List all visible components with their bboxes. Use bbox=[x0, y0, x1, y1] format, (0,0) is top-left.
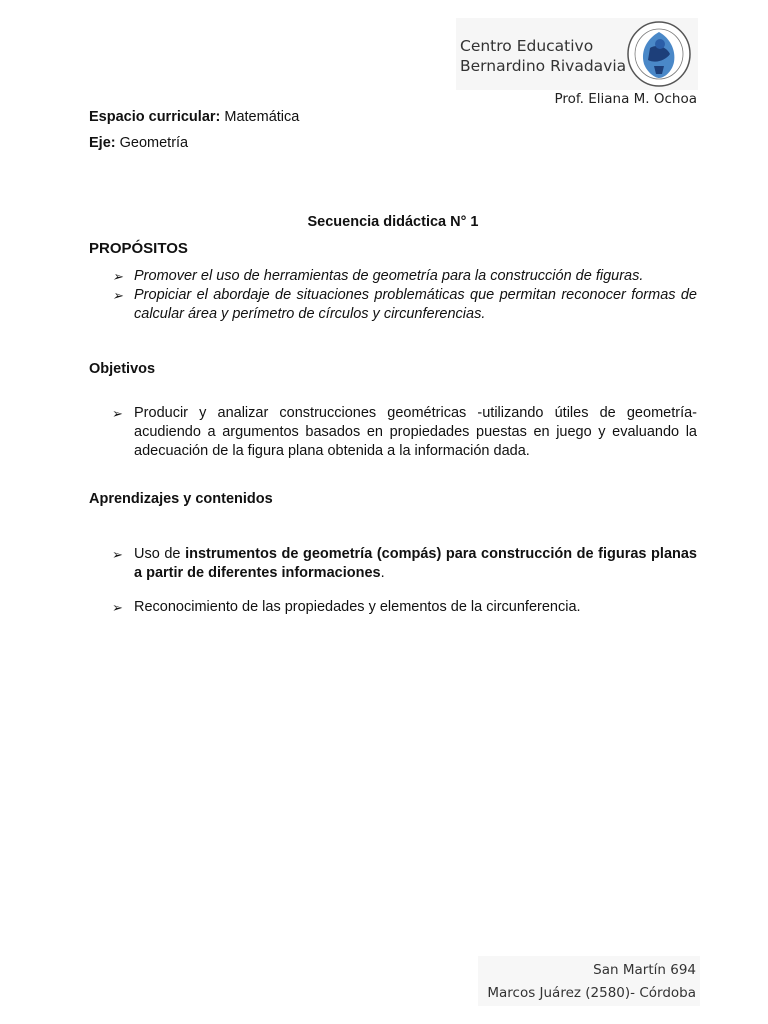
objectives-heading: Objetivos bbox=[89, 361, 156, 377]
school-seal-icon bbox=[626, 20, 692, 88]
arrow-bullet-icon: ➢ bbox=[112, 288, 123, 303]
professor-name: Prof. Eliana M. Ochoa bbox=[554, 91, 697, 107]
address-line1: San Martín 694 bbox=[593, 962, 696, 978]
learning-heading: Aprendizajes y contenidos bbox=[89, 491, 273, 507]
axis-label: Eje: bbox=[89, 135, 116, 151]
school-name bbox=[460, 36, 626, 76]
arrow-bullet-icon: ➢ bbox=[112, 600, 123, 615]
school-name-line1: Centro Educativo bbox=[460, 37, 594, 55]
document-title: Secuencia didáctica N° 1 bbox=[307, 214, 479, 230]
arrow-bullet-icon: ➢ bbox=[112, 406, 123, 421]
list-item: ➢ Reconocimiento de las propiedades y elementos de la circunferencia. bbox=[112, 599, 581, 615]
learning-list bbox=[112, 545, 697, 583]
list-item: ➢ Promover el uso de herramientas de geometría para la construcción de figuras. bbox=[112, 268, 644, 284]
list-item: ➢ Propiciar el abordaje de situaciones problemáticas que permitan reconocer formas de calcular área y perímetro de círculos y circunferencias. bbox=[112, 287, 697, 322]
school-logo bbox=[456, 18, 698, 90]
curricular-space-line bbox=[89, 109, 299, 125]
purposes-list bbox=[112, 267, 697, 324]
footer-address bbox=[478, 956, 700, 1006]
axis-value: Geometría bbox=[115, 135, 189, 151]
arrow-bullet-icon: ➢ bbox=[112, 547, 123, 562]
list-item: ➢ Uso de instrumentos de geometría (compás) para construcción de figuras planas a partir de diferentes informaciones. bbox=[112, 546, 697, 581]
school-name-line2: Bernardino Rivadavia bbox=[460, 57, 627, 75]
list-item: ➢ Producir y analizar construcciones geométricas -utilizando útiles de geometría- acudiendo a argumentos basados en propiedades puestas en juego y evaluando la adecuación de la figura plana obtenida a la información dada. bbox=[112, 405, 697, 459]
learning-list-2 bbox=[112, 598, 697, 617]
address-line2: Marcos Juárez (2580)- Córdoba bbox=[487, 985, 696, 1001]
arrow-bullet-icon: ➢ bbox=[112, 269, 123, 284]
objectives-list bbox=[112, 404, 697, 461]
purposes-heading: PROPÓSITOS bbox=[89, 240, 188, 257]
axis-line bbox=[89, 135, 188, 151]
curricular-space-label: Espacio curricular: bbox=[89, 109, 221, 125]
curricular-space-value: Matemática bbox=[220, 109, 300, 125]
